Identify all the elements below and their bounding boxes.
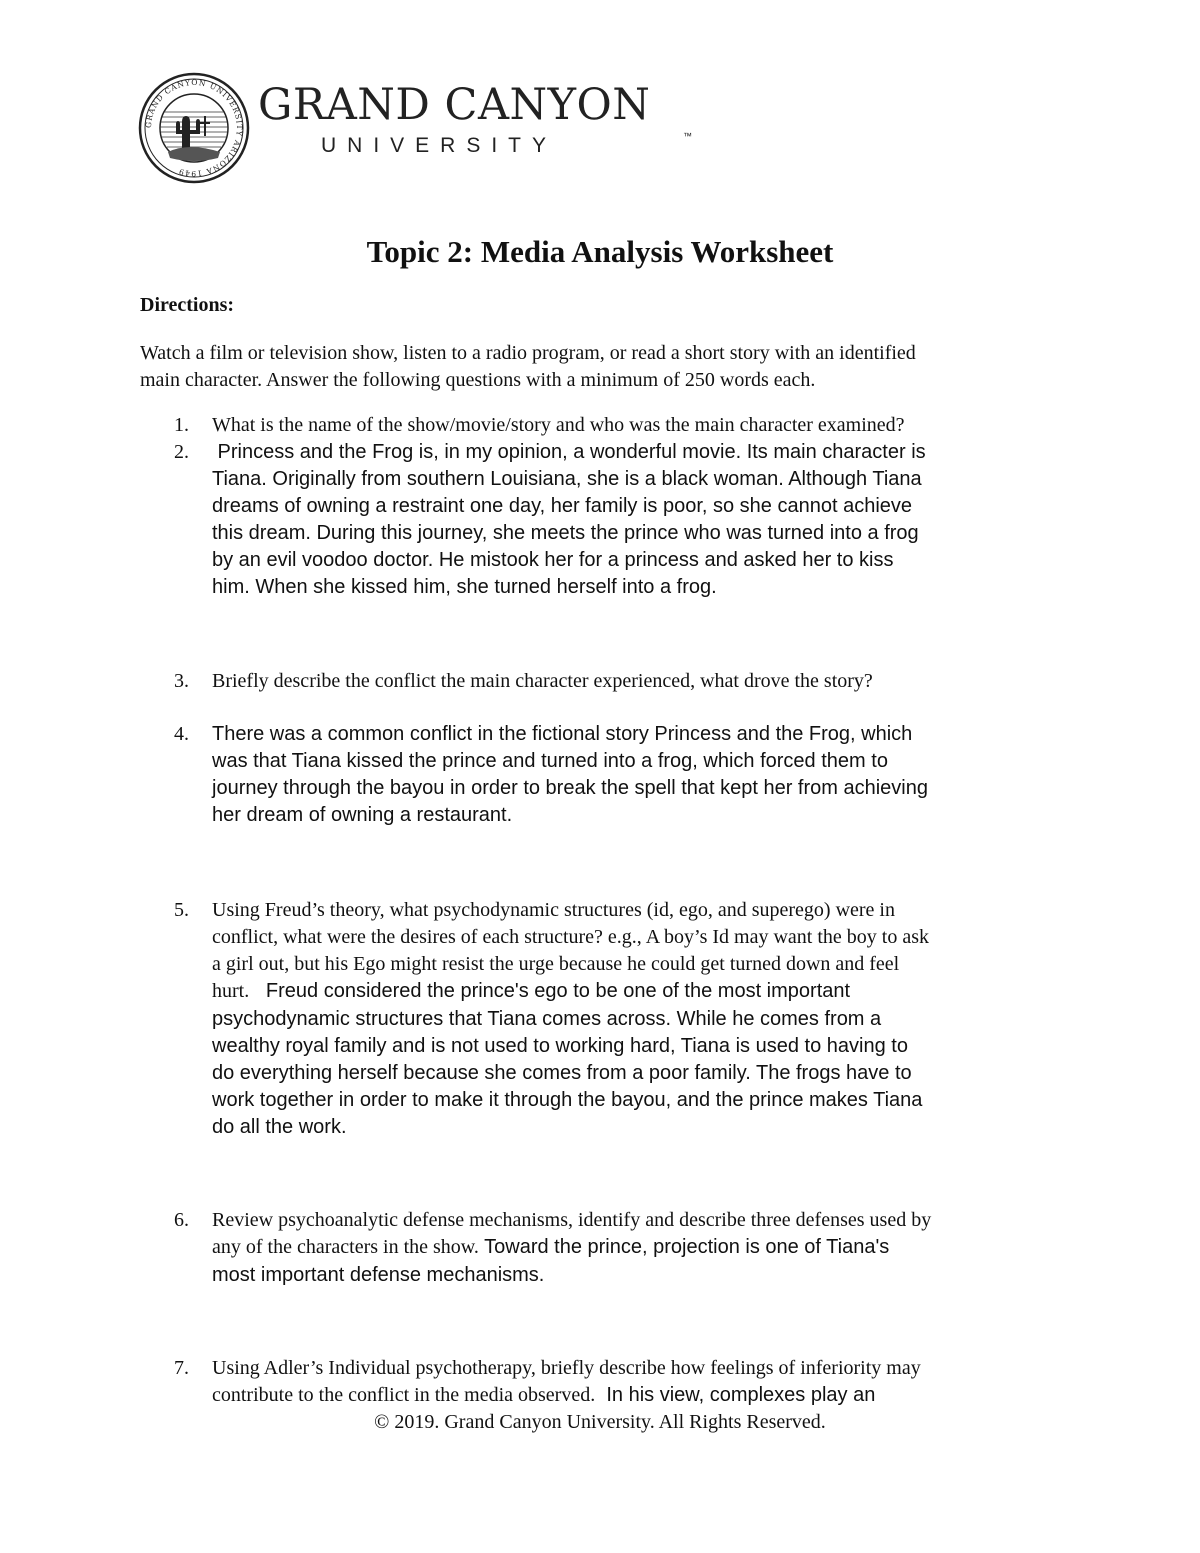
answer-text [212,721,1072,829]
question-text [212,668,1072,695]
answer-line: wealthy royal family and is not used to working hard, Tiana is used to having to [212,1035,908,1057]
question-line: Briefly describe the conflict the main character experienced, what drove the story? [212,670,873,692]
svg-text:GRAND CANYON UNIVERSITY ARIZON [144,78,244,178]
item-number: 6. [174,1209,189,1231]
answer-line: Tiana. Originally from southern Louisiana, she is a black woman. Although Tiana [212,468,922,490]
directions-line: Watch a film or television show, listen to a radio program, or read a short story with an identified [140,342,916,364]
answer-inline: In his view, complexes play an [595,1384,876,1406]
answer-line: by an evil voodoo doctor. He mistook her for a princess and asked her to kiss [212,549,894,571]
item-number: 2. [174,441,189,463]
question-line: conflict, what were the desires of each structure? e.g., A boy’s Id may want the boy to ask [212,926,930,948]
question-line: What is the name of the show/movie/story and who was the main character examined? [212,414,905,436]
item-number: 1. [174,414,189,436]
university-seal-icon [138,72,250,184]
item-number: 5. [174,899,189,921]
question-line: Using Freud’s theory, what psychodynamic structures (id, ego, and superego) were in [212,899,895,921]
logo-subtitle: UNIVERSITY [321,134,558,157]
answer-line: Princess and the Frog is, in my opinion, a wonderful movie. Its main character is [212,441,926,463]
answer-line: this dream. During this journey, she meets the prince who was turned into a frog [212,522,919,544]
answer-line: do everything herself because she comes from a poor family. The frogs have to [212,1062,912,1084]
question-answer-text [212,1207,1072,1289]
answer-line: psychodynamic structures that Tiana comes across. While he comes from a [212,1008,882,1030]
answer-line: her dream of owning a restaurant. [212,804,513,826]
question-line: Using Adler’s Individual psychotherapy, briefly describe how feelings of inferiority may [212,1357,921,1379]
answer-line: him. When she kissed him, she turned herself into a frog. [212,576,717,598]
question-line: hurt. [212,980,250,1002]
directions-text [140,340,1070,394]
answer-inline: Toward the prince, projection is one of Tiana's [478,1236,890,1258]
logo-wordmark: GRAND CANYON [258,80,651,130]
question-line: a girl out, but his Ego might resist the urge because he could get turned down and feel [212,953,900,975]
answer-line: journey through the bayou in order to break the spell that kept her from achieving [212,777,928,799]
directions-line: main character. Answer the following questions with a minimum of 250 words each. [140,369,816,391]
logo-trademark: ™ [683,131,692,141]
answer-line: dreams of owning a restraint one day, her family is poor, so she cannot achieve [212,495,913,517]
answer-inline: Freud considered the prince's ego to be one of the most important [249,980,851,1002]
university-logo [138,72,692,184]
question-text [212,412,1072,439]
question-line: any of the characters in the show. [212,1236,479,1258]
question-line: Review psychoanalytic defense mechanisms, identify and describe three defenses used by [212,1209,932,1231]
answer-line: There was a common conflict in the fictional story Princess and the Frog, which [212,723,913,745]
answer-line: work together in order to make it through the bayou, and the prince makes Tiana [212,1089,923,1111]
answer-text [212,439,1072,601]
item-number: 3. [174,670,189,692]
answer-line: most important defense mechanisms. [212,1264,545,1286]
directions-label: Directions: [140,294,235,316]
question-line: contribute to the conflict in the media observed. [212,1384,596,1406]
copyright-footer: © 2019. Grand Canyon University. All Rights Reserved. [374,1411,826,1433]
answer-line: was that Tiana kissed the prince and turned into a frog, which forced them to [212,750,888,772]
item-number: 7. [174,1357,189,1379]
question-answer-text [212,1355,1072,1410]
answer-line: do all the work. [212,1116,347,1138]
page-title: Topic 2: Media Analysis Worksheet [366,234,834,269]
question-answer-text [212,897,1072,1141]
seal-label: GRAND CANYON UNIVERSITY ARIZONA 1949 [143,77,245,179]
item-number: 4. [174,723,189,745]
